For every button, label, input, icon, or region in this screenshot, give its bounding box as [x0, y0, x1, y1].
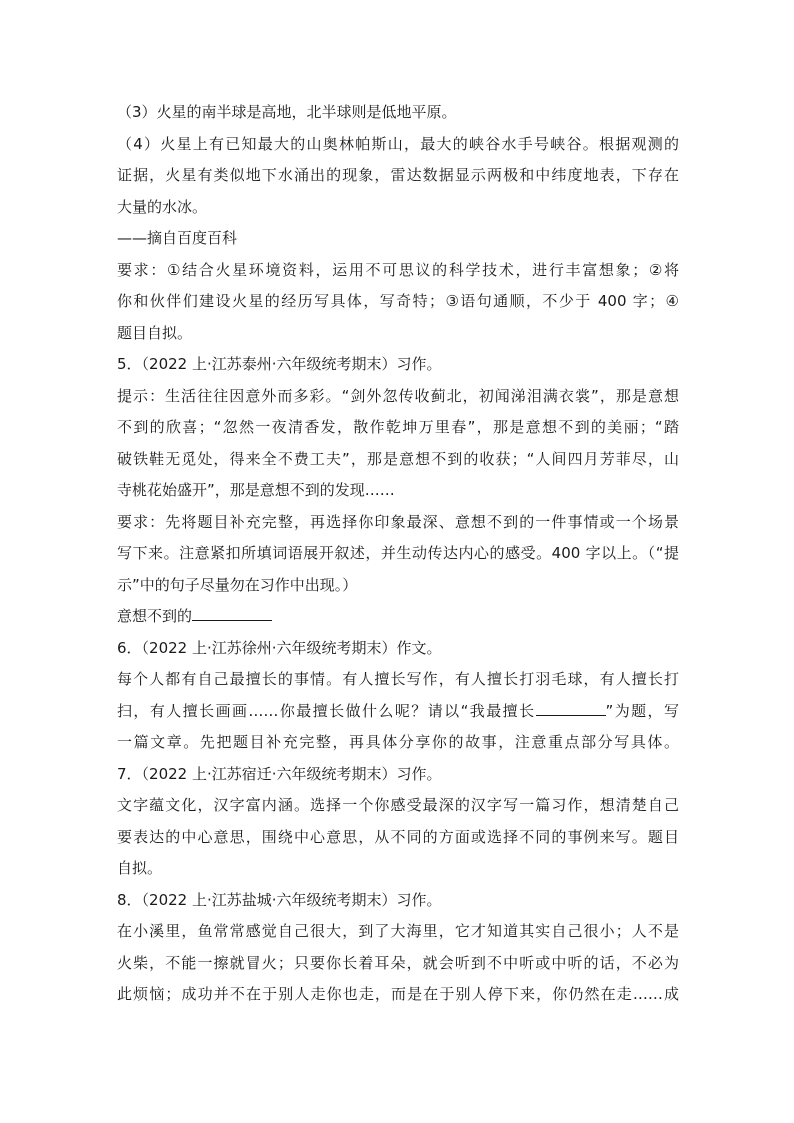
text-line: 提示：生活往往因意外而多彩。“剑外忽传收蓟北，初闻涕泪满衣裳”，那是意想 [117, 386, 679, 405]
question-heading: 7．（2022 上·江苏宿迁·六年级统考期末）习作。 [117, 764, 442, 783]
text-line: 破铁鞋无觅处，得来全不费工夫”，那是意想不到的收获；“人间四月芳菲尽，山 [117, 449, 679, 468]
text-line: 火柴，不能一擦就冒火；只要你长着耳朵，就会听到不中听或中听的话，不必为 [117, 953, 679, 972]
text-line: 题目自拟。 [117, 323, 193, 342]
text-segment: 扫，有人擅长画画……你最擅长做什么呢？请以“我最擅长 [117, 701, 536, 720]
title-prefix: 意想不到的 [117, 607, 193, 625]
text-line: 此烦恼；成功并不在于别人走你也走，而是在于别人停下来，你仍然在走……成 [117, 985, 679, 1003]
text-line: 自拟。 [117, 859, 163, 877]
text-line: （4）火星上有已知最大的山奥林帕斯山，最大的峡谷水手号峡谷。根据观测的 [117, 134, 679, 153]
text-segment: ”为题，写 [605, 701, 679, 720]
question-heading: 6．（2022 上·江苏徐州·六年级统考期末）作文。 [117, 638, 442, 657]
text-line: 寺桃花始盛开”，那是意想不到的发现…… [117, 481, 395, 499]
source-attribution: ——摘自百度百科 [117, 229, 238, 247]
title-fill-line [117, 601, 679, 633]
text-line: 写下来。注意紧扣所填词语展开叙述，并生动传达内心的感受。400 字以上。（“提 [117, 544, 679, 562]
fill-in-blank[interactable] [536, 697, 606, 716]
text-line: 证据，火星有类似地下水涌出的现象，雷达数据显示两极和中纬度地表，下存在 [117, 166, 679, 184]
text-line: 要表达的中心意思，围绕中心意思，从不同的方面或选择不同的事例来写。题目 [117, 827, 679, 846]
question-heading: 5．（2022 上·江苏泰州·六年级统考期末）习作。 [117, 355, 442, 373]
title-fill-line [117, 696, 679, 728]
document-page [117, 97, 679, 1011]
text-line: 一篇文章。先把题目补充完整，再具体分享你的故事，注意重点部分写具体。 [117, 733, 679, 751]
text-line: 在小溪里，鱼常常感觉自己很大，到了大海里，它才知道其实自己很小；人不是 [117, 922, 679, 940]
text-line: 大量的水冰。 [117, 197, 208, 216]
text-line: 每个人都有自己最擅长的事情。有人擅长写作，有人擅长打羽毛球，有人擅长打 [117, 670, 679, 688]
text-line: 不到的欣喜；“忽然一夜清香发，散作乾坤万里春”，那是意想不到的美丽；“踏 [117, 418, 679, 436]
text-line: 示”中的句子尽量勿在习作中出现。） [117, 575, 358, 594]
text-line: 文字蕴文化，汉字富内涵。选择一个你感受最深的汉字写一篇习作，想清楚自己 [117, 796, 679, 814]
question-heading: 8．（2022 上·江苏盐城·六年级统考期末）习作。 [117, 890, 442, 909]
text-line: 要求：①结合火星环境资料，运用不可思议的科学技术，进行丰富想象；②将 [117, 260, 679, 279]
fill-in-blank[interactable] [192, 602, 272, 621]
text-line: 你和伙伴们建设火星的经历写具体，写奇特；③语句通顺，不少于 400 字；④ [117, 292, 679, 310]
text-line: （3）火星的南半球是高地，北半球则是低地平原。 [117, 103, 457, 121]
text-line: 要求：先将题目补充完整，再选择你印象最深、意想不到的一件事情或一个场景 [117, 512, 679, 531]
